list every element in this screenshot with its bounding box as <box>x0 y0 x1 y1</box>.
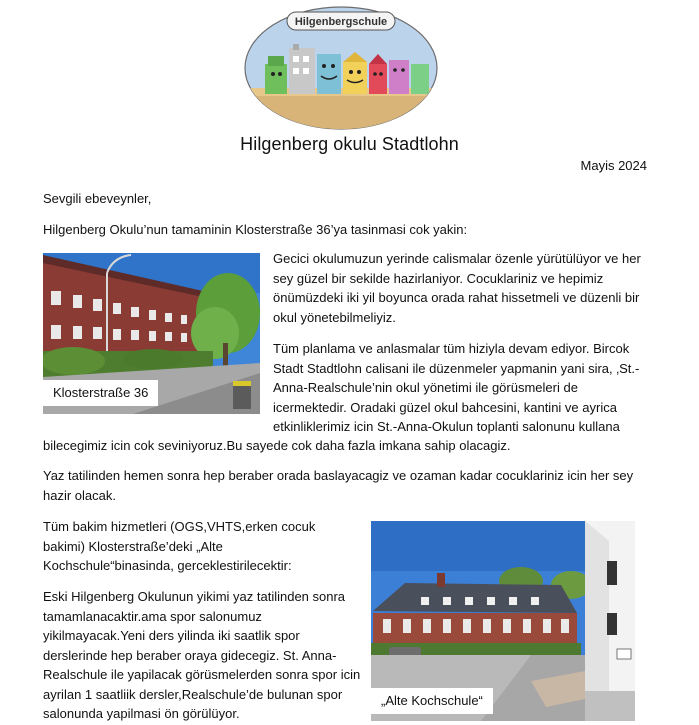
school-logo <box>243 4 439 132</box>
logo-text: Hilgenbergschule <box>294 16 388 28</box>
intro-paragraph: Hilgenberg Okulu’nun tamaminin Klosterstraße 36’ya tasinmasi cok yakin: <box>43 222 468 237</box>
paragraph-care-services: Tüm bakim hizmetleri (OGS,VHTS,erken cocuk bakimi) Klosterstraße’deki „Alte Kochschule“binasinda, gerceklestirilecektir: <box>43 519 316 573</box>
photo1-caption: Klosterstraße 36 <box>43 380 158 406</box>
paragraph-preparations: Gecici okulumuzun yerinde calismalar özenle yürütülüyor ve her sey güzel bir sekilde hazirlaniyor. Cocuklariniz ve hepimiz önümüzdeki iki yil boyunca orada rahat hissetmeli ve düzenli bir okul yönetebilmeliyiz. <box>273 251 641 325</box>
document-title: Hilgenberg okulu Stadtlohn <box>240 134 459 154</box>
paragraph-planning-continued: bilecegimiz icin cok seviniyoruz.Bu sayede cok daha fazla imkana sahip olacagiz. <box>43 438 511 453</box>
paragraph-summer-start: Yaz tatilinden hemen sonra hep beraber orada baslayacagiz ve ozaman kadar cocuklariniz icin her sey hazir olacak. <box>43 468 634 503</box>
salutation: Sevgili ebeveynler, <box>43 191 152 206</box>
document-date: Mayis 2024 <box>580 158 647 173</box>
photo2-caption: „Alte Kochschule“ <box>371 688 493 714</box>
paragraph-demolition-sports: Eski Hilgenberg Okulunun yikimi yaz tatilinden sonra tamamlanacaktir.ama spor salonumuz yikilmayacak.Yeni ders yilinda iki saatlik spor derslerinde hep beraber oraya gidecegiz. St. Anna-Realschule ile yapilacak görüsmelerden sonra spor icin ayrilan 1 saatliik dersler,Realschule’de bulunan spor salonunda yapilmasi ön görülüyor. <box>43 589 361 721</box>
paragraph-planning: Tüm planlama ve anlasmalar tüm hiziyla devam ediyor. Bircok Stadt Stadtlohn calisani ile düzenmeler yapmanin yani sira, ‚St.-Anna-Realschule’nin okul yönetimi ile görüsmeleri de icermektedir. Oradaki güzel okul bahcesini, kantini ve ayrica etkinliklerimiz icin St.-Anna-Okulun toplanti salonunu kullana <box>273 341 640 434</box>
